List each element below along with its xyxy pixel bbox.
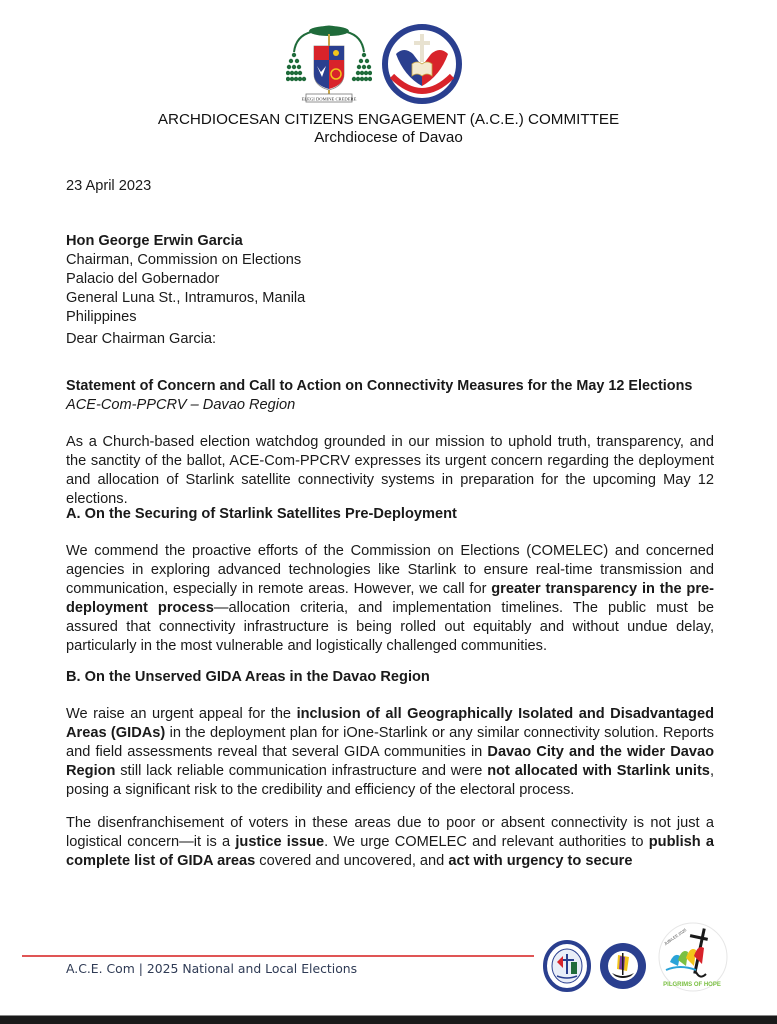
text-run: . We urge COMELEC and relevant authorities to bbox=[324, 834, 649, 850]
social-action-center-seal-icon bbox=[598, 941, 648, 991]
svg-text:PILGRIMS OF HOPE: PILGRIMS OF HOPE bbox=[663, 982, 721, 988]
org-header bbox=[0, 111, 777, 147]
recipient-line: Palacio del Gobernador bbox=[66, 271, 220, 287]
section-b-heading: B. On the Unserved GIDA Areas in the Davao Region bbox=[66, 669, 430, 685]
org-subtitle: Archdiocese of Davao bbox=[314, 129, 463, 146]
header-logos bbox=[0, 22, 777, 106]
recipient-block bbox=[66, 232, 714, 327]
emphasis-run: Davao City and the wider Davao Region bbox=[66, 744, 714, 779]
archdiocese-seal-icon bbox=[543, 940, 591, 992]
org-name: ARCHDIOCESAN CITIZENS ENGAGEMENT (A.C.E.) COMMITTEE bbox=[157, 111, 620, 128]
recipient-line: Chairman, Commission on Elections bbox=[66, 252, 302, 268]
text-run: still lack reliable communication infrastructure and were bbox=[115, 763, 488, 779]
text-run: in the deployment plan for iOne-Starlink or any similar connectivity solution. Reports and field assessments reveal that several GIDA communities in bbox=[66, 725, 714, 760]
emphasis-run: act with urgency to secure bbox=[448, 853, 633, 869]
subject-subtitle: ACE-Com-PPCRV – Davao Region bbox=[66, 397, 296, 413]
coat-of-arms-icon bbox=[286, 22, 372, 106]
section-a-heading: A. On the Securing of Starlink Satellites Pre-Deployment bbox=[66, 506, 457, 522]
text-run: The disenfranchisement of voters in these areas due to poor or absent connectivity is not just a logistical concern—it is a bbox=[66, 815, 714, 850]
text-run: We raise an urgent appeal for the bbox=[66, 706, 297, 722]
footer-divider bbox=[22, 955, 534, 957]
ace-committee-logo-icon bbox=[382, 24, 462, 104]
subject-line: Statement of Concern and Call to Action on Connectivity Measures for the May 12 Elections bbox=[66, 378, 693, 394]
emphasis-run: inclusion of all Geographically Isolated and Disadvantaged Areas (GIDAs) bbox=[66, 706, 714, 741]
bottom-edge-bar bbox=[0, 1015, 777, 1024]
emphasis-run: not allocated with Starlink units bbox=[487, 763, 710, 779]
text-run: , posing a significant risk to the credibility and efficiency of the electoral process. bbox=[66, 763, 714, 798]
svg-text:JUBILEE 2025: JUBILEE 2025 bbox=[662, 927, 688, 947]
section-b-paragraph-1 bbox=[66, 705, 714, 800]
salutation: Dear Chairman Garcia: bbox=[66, 331, 217, 347]
text-run: —allocation criteria, and implementation timelines. The public must be assured that connectivity infrastructure is being rolled out equitably and without undue delay, particularly in the most vulnerable and logistically challenged communities. bbox=[66, 600, 714, 654]
section-b-paragraph-2 bbox=[66, 814, 714, 871]
jubilee-pilgrims-of-hope-icon bbox=[656, 922, 730, 992]
svg-text:ELEGI DOMINE CREDERE: ELEGI DOMINE CREDERE bbox=[301, 96, 357, 102]
text-run: We commend the proactive efforts of the Commission on Elections (COMELEC) and concerned agencies in exploring advanced technologies like Starlink to ensure real-time transmission and communication, especially in remote areas. However, we call for bbox=[66, 543, 714, 597]
emphasis-run: greater transparency in the pre-deployment process bbox=[66, 581, 715, 616]
emphasis-run: justice issue bbox=[235, 834, 325, 850]
recipient-name: Hon George Erwin Garcia bbox=[66, 233, 243, 249]
emphasis-run: publish a complete list of GIDA areas bbox=[66, 834, 714, 869]
recipient-line: Philippines bbox=[66, 309, 137, 325]
recipient-line: General Luna St., Intramuros, Manila bbox=[66, 290, 306, 306]
text-run: covered and uncovered, and bbox=[255, 853, 449, 869]
letter-date: 23 April 2023 bbox=[66, 178, 152, 194]
section-a-paragraph bbox=[66, 542, 714, 656]
intro-paragraph: As a Church-based election watchdog grounded in our mission to uphold truth, transparency, and the sanctity of the ballot, ACE-Com-PPCRV expresses its urgent concern regarding the deployment and allocation of Starlink satellite connectivity systems in preparation for the upcoming May 12 elections. bbox=[66, 434, 714, 507]
footer-text: A.C.E. Com | 2025 National and Local Elections bbox=[66, 961, 358, 976]
